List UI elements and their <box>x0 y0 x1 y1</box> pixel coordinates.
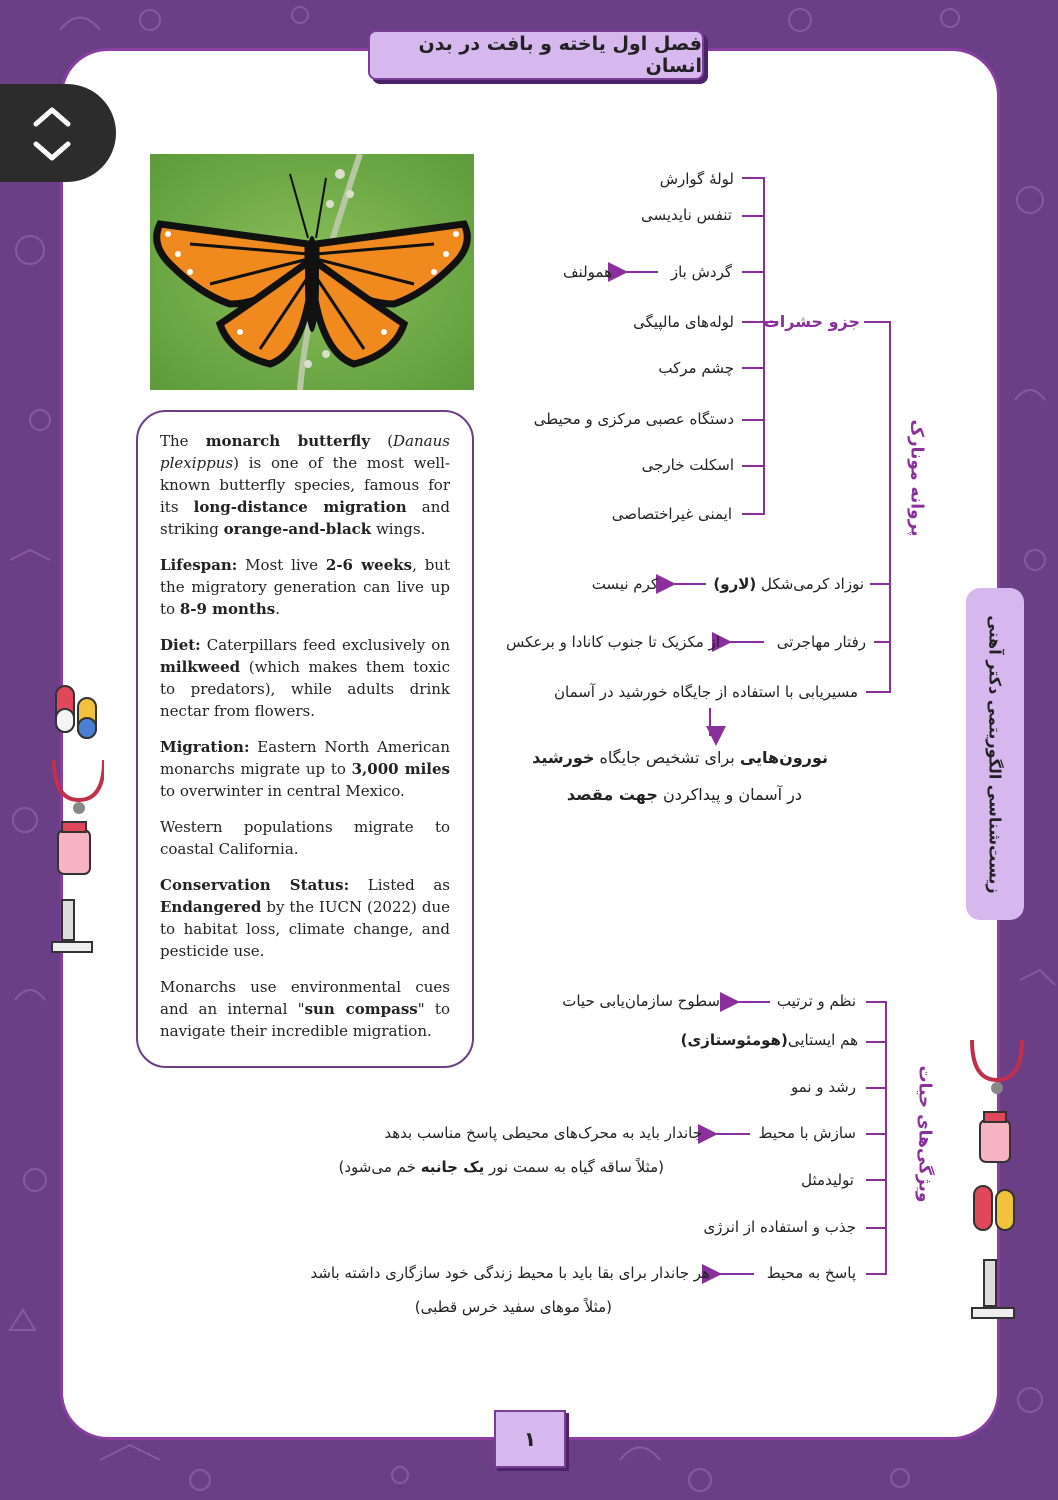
adapt-ex-bold: یک جانبه <box>420 1158 485 1176</box>
life-note: هر جاندار برای بقا باید با محیط زندگی خود سازگاری داشته باشد <box>310 1264 710 1282</box>
capsule-icon <box>78 698 96 738</box>
medical-stickers-left <box>44 680 104 980</box>
chevron-up-icon[interactable] <box>36 110 68 124</box>
insect-item: دستگاه عصبی مرکزی و محیطی <box>533 410 734 428</box>
migration-label: Migration: <box>160 738 250 756</box>
intro-paragraph <box>160 430 450 540</box>
capsule-icon <box>974 1186 1014 1230</box>
lifespan-paragraph <box>160 554 450 620</box>
neuron-bold: نورون‌هایی <box>739 748 828 767</box>
lifespan-weeks: 2-6 weeks <box>325 556 413 574</box>
larva-bold: (لارو) <box>713 575 757 593</box>
larva-note: کرم نیست <box>591 575 658 593</box>
life-item: جذب و استفاده از انرژی <box>703 1218 856 1236</box>
conservation-endangered: Endangered <box>160 898 262 916</box>
adapt-example <box>338 1158 664 1176</box>
medical-stickers-right <box>964 1030 1024 1340</box>
diet-paragraph <box>160 634 450 722</box>
migration-item: رفتار مهاجرتی <box>776 633 866 651</box>
response-example: (مثلاً موهای سفید خرس قطبی) <box>414 1298 612 1316</box>
life-item: رشد و نمو <box>790 1078 856 1096</box>
life-item: سازش با محیط <box>758 1124 856 1142</box>
insect-item: لولهٔ گوارش <box>659 170 734 188</box>
insects-heading: جزو حشرات <box>763 312 860 331</box>
medicine-bottle-icon <box>58 822 90 874</box>
diet-text-b: (which makes them toxic to predators), while adults drink nectar from flowers. <box>160 658 450 720</box>
insect-item: گردش باز <box>670 263 732 281</box>
migration-note: از مکزیک تا جنوب کانادا و برعکس <box>506 633 720 651</box>
navigation-text-b: " to navigate their incredible migration. <box>160 1000 450 1040</box>
side-label-tab <box>966 588 1024 920</box>
neuron-destination: جهت مقصد <box>566 785 658 804</box>
insect-item: چشم مرکب <box>658 359 734 377</box>
navigation-item: مسیریابی با استفاده از جایگاه خورشید در آسمان <box>553 683 858 701</box>
chevron-down-icon[interactable] <box>36 144 68 158</box>
text-intro-rest: ) is one of the most well-known butterfly species, famous for its <box>160 454 450 516</box>
monarch-info-box <box>136 410 474 1068</box>
conservation-paragraph <box>160 874 450 962</box>
conservation-text-a: Listed as <box>367 876 450 894</box>
text-wings: wings. <box>375 520 426 538</box>
neuron-sun: خورشید <box>532 748 595 767</box>
neuron-text: برای تشخیص جایگاه <box>599 748 735 767</box>
larva-item <box>713 575 864 593</box>
neuron-text-2: در آسمان و پیداکردن <box>662 785 802 804</box>
navigation-text-a: Monarchs use environmental cues and an internal " <box>160 978 450 1018</box>
lifespan-text-a: Most live <box>245 556 319 574</box>
side-label-text: زیست‌شناسی الگوریتمی دکتر آهنی <box>985 614 1005 894</box>
microscope-icon <box>972 1260 1014 1318</box>
life-item <box>681 1031 858 1049</box>
homeo-text: هم ایستایی <box>787 1031 858 1049</box>
text-long-distance: long-distance migration <box>193 498 407 516</box>
insect-item: ایمنی غیراختصاصی <box>611 505 732 523</box>
text-monarch-butterfly: monarch butterfly <box>205 432 371 450</box>
homeo-bold: (هومئوستازی) <box>680 1031 788 1049</box>
lifespan-months: 8-9 months <box>179 600 276 618</box>
page-number: ۱ <box>494 1410 566 1468</box>
adapt-ex-a: (مثلاً ساقه گیاه به سمت نور <box>488 1158 664 1176</box>
navigation-sun-compass: sun compass <box>304 1000 418 1018</box>
stethoscope-icon <box>54 760 104 814</box>
western-paragraph: Western populations migrate to coastal California. <box>160 818 450 858</box>
monarch-vertical-title: پروانه مونارک <box>906 419 927 537</box>
life-item: نظم و ترتیب <box>776 992 856 1010</box>
diet-text-a: Caterpillars feed exclusively on <box>206 636 450 654</box>
adapt-ex-c: خم می‌شود) <box>338 1158 416 1176</box>
conservation-text-b: by the IUCN (2022) due to habitat loss, climate change, and pesticide use. <box>160 898 450 960</box>
butterfly-photo <box>150 154 474 390</box>
life-note: سطوح سازمان‌یابی حیات <box>562 992 720 1010</box>
life-note: جاندار باید به محرک‌های محیطی پاسخ مناسب بدهد <box>384 1124 702 1142</box>
medicine-bottle-icon <box>980 1112 1010 1162</box>
microscope-icon <box>52 900 92 952</box>
neuron-line-2 <box>567 785 802 804</box>
text-and-striking: and striking <box>160 498 450 538</box>
monarch-butterfly-image <box>150 154 474 390</box>
life-item: پاسخ به محیط <box>766 1264 856 1282</box>
diet-milkweed: milkweed <box>160 658 241 676</box>
text-scientific-name: Danaus plexippus <box>160 432 450 472</box>
migration-text-a: Eastern North American monarchs migrate up to <box>160 738 450 778</box>
insect-item: تنفس نایدیسی <box>640 206 732 224</box>
larva-text: نوزاد کرمی‌شکل <box>761 575 864 593</box>
capsule-icon <box>56 686 74 732</box>
chapter-title: فصل اول یاخته و بافت در بدن انسان <box>368 30 704 80</box>
page-nav-button[interactable] <box>0 84 116 182</box>
text-paren: ( <box>387 432 394 450</box>
migration-paragraph <box>160 736 450 802</box>
navigation-paragraph <box>160 976 450 1042</box>
migration-miles: 3,000 miles <box>351 760 450 778</box>
conservation-label: Conservation Status: <box>160 876 350 894</box>
migration-text-b: to overwinter in central Mexico. <box>160 782 405 800</box>
insect-item: لوله‌های مالپیگی <box>633 313 734 331</box>
text-the: The <box>160 432 189 450</box>
insect-item: اسکلت خارجی <box>641 456 734 474</box>
lifespan-text-b: , but the migratory generation can live up to <box>160 556 450 618</box>
text-orange-black: orange-and-black <box>223 520 372 538</box>
life-vertical-title: ویژگی‌های حیات <box>914 1065 935 1203</box>
neuron-line-1 <box>532 748 828 767</box>
stethoscope-icon <box>972 1040 1022 1094</box>
lifespan-end: . <box>275 600 281 618</box>
hemolymph-note: همولنف <box>563 263 612 281</box>
life-item: تولیدمثل <box>801 1171 854 1189</box>
lifespan-label: Lifespan: <box>160 556 238 574</box>
diet-label: Diet: <box>160 636 201 654</box>
